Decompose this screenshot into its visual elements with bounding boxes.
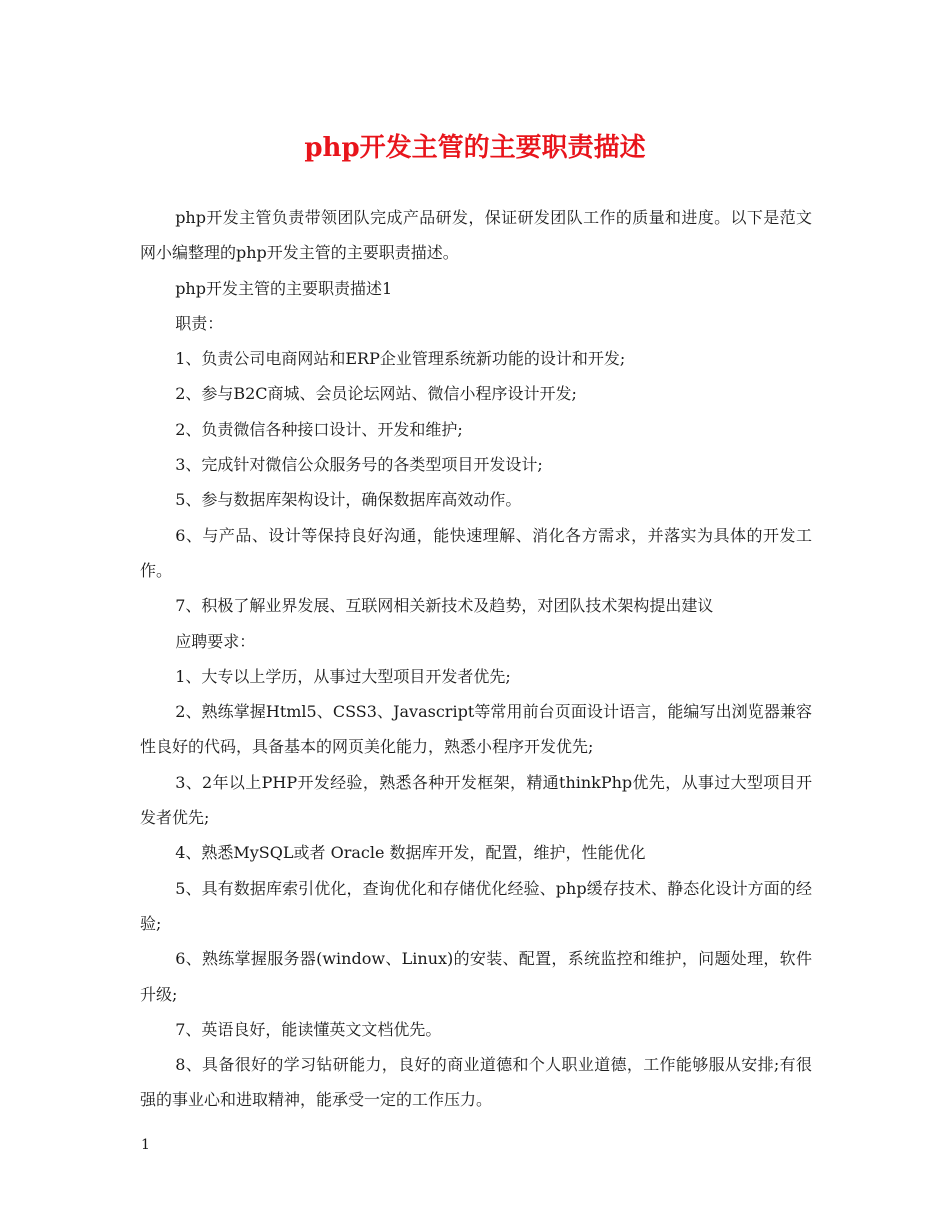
requirement-item: 2、熟练掌握Html5、CSS3、Javascript等常用前台页面设计语言，能编写出浏览器兼容性良好的代码，具备基本的网页美化能力，熟悉小程序开发优先; xyxy=(140,702,812,757)
requirement-item: 8、具备很好的学习钻研能力，良好的商业道德和个人职业道德，工作能够服从安排;有很强的事业心和进取精神，能承受一定的工作压力。 xyxy=(140,1055,812,1110)
requirement-item: 6、熟练掌握服务器(window、Linux)的安装、配置，系统监控和维护，问题处理，软件升级; xyxy=(140,949,812,1004)
page-number: 1 xyxy=(141,1137,150,1153)
duty-item: 2、参与B2C商城、会员论坛网站、微信小程序设计开发; xyxy=(175,384,577,404)
document-title: php开发主管的主要职责描述 xyxy=(304,133,646,163)
requirements-heading: 应聘要求： xyxy=(175,631,256,651)
duty-item: 3、完成针对微信公众服务号的各类型项目开发设计; xyxy=(175,455,543,475)
duty-item: 1、负责公司电商网站和ERP企业管理系统新功能的设计和开发; xyxy=(175,349,626,369)
section-heading: php开发主管的主要职责描述1 xyxy=(175,278,393,298)
requirement-item: 4、熟悉MySQL或者 Oracle 数据库开发，配置，维护，性能优化 xyxy=(175,843,646,863)
duty-item: 2、负责微信各种接口设计、开发和维护; xyxy=(175,419,463,439)
requirement-item: 7、英语良好，能读懂英文文档优先。 xyxy=(175,1019,442,1039)
intro-paragraph: php开发主管负责带领团队完成产品研发，保证研发团队工作的质量和进度。以下是范文网小编整理的php开发主管的主要职责描述。 xyxy=(140,208,812,263)
duty-item: 5、参与数据库架构设计，确保数据库高效动作。 xyxy=(175,490,522,510)
requirement-item: 3、2年以上PHP开发经验，熟悉各种开发框架，精通thinkPhp优先，从事过大型项目开发者优先; xyxy=(140,772,812,828)
requirement-item: 1、大专以上学历，从事过大型项目开发者优先; xyxy=(175,666,511,686)
duty-item: 6、与产品、设计等保持良好沟通，能快速理解、消化各方需求，并落实为具体的开发工作。 xyxy=(140,525,812,580)
duties-heading: 职责： xyxy=(175,313,224,333)
document-body xyxy=(140,200,812,1118)
duty-item: 7、积极了解业界发展、互联网相关新技术及趋势，对团队技术架构提出建议 xyxy=(175,596,714,616)
requirement-item: 5、具有数据库索引优化，查询优化和存储优化经验、php缓存技术、静态化设计方面的经验; xyxy=(140,878,812,933)
